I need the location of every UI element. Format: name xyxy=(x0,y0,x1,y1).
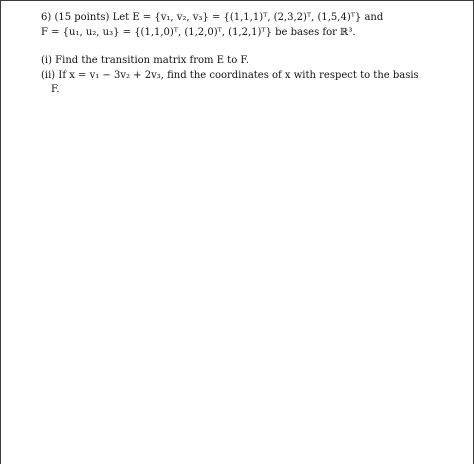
problem-number: 6) xyxy=(41,12,52,23)
part-ii-text: (ii) If x = v₁ − 3v₂ + 2v₃, find the coordinates of x with respect to the basis xyxy=(41,69,419,81)
basis-f-definition: F = {u₁, u₂, u₃} = {(1,1,0)ᵀ, (1,2,0)ᵀ, (1,2,1)ᵀ} be bases for ℝ³. xyxy=(41,26,356,38)
basis-e-definition: Let E = {v₁, v₂, v₃} = {(1,1,1)ᵀ, (2,3,2)ᵀ, (1,5,4)ᵀ} and xyxy=(112,12,384,23)
part-ii-text-continued: F. xyxy=(51,84,60,95)
paragraph-spacer xyxy=(41,40,431,54)
problem-points: (15 points) xyxy=(54,12,110,23)
problem-line-1 xyxy=(41,11,431,26)
problem-text xyxy=(41,11,431,98)
part-i-text: (i) Find the transition matrix from E to F. xyxy=(41,55,249,66)
